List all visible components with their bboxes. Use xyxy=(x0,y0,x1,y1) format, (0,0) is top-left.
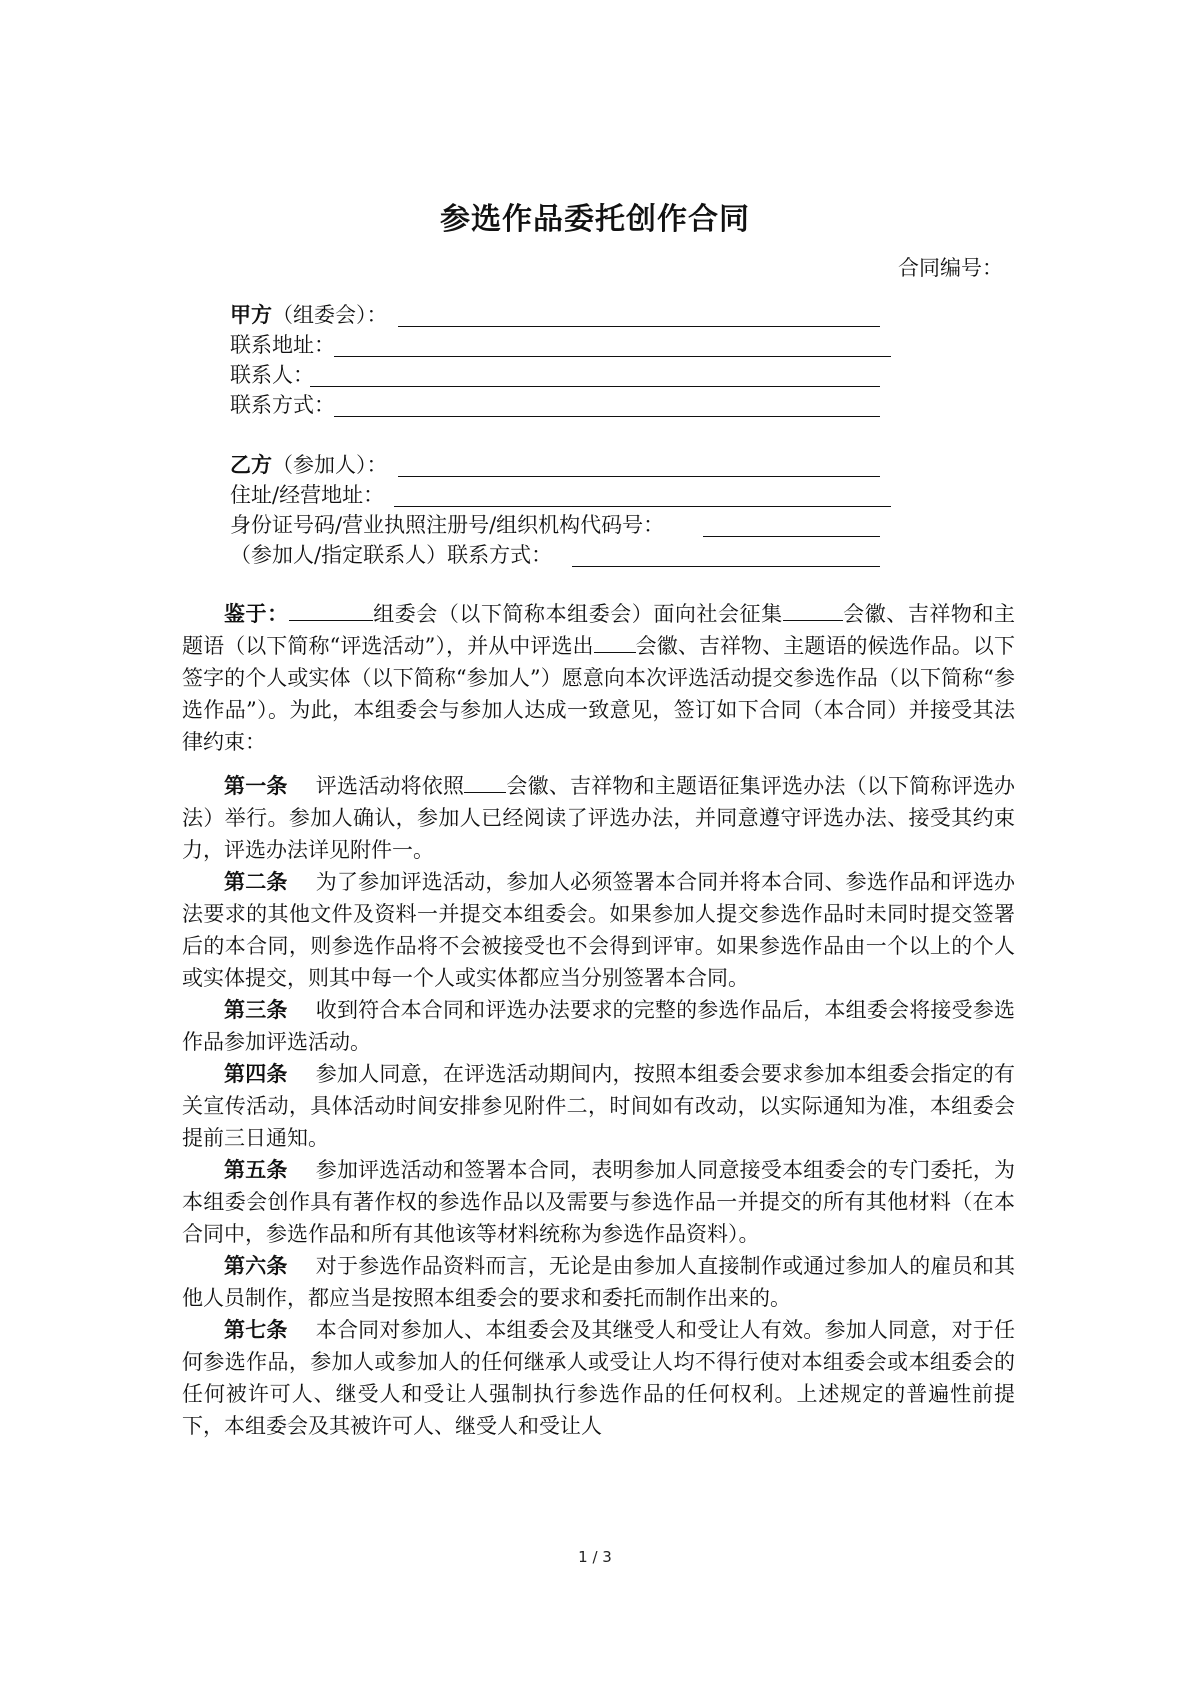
article-6: 第六条 对于参选作品资料而言，无论是由参加人直接制作或通过参加人的雇员和其他人员制作，都应当是按照本组委会的要求和委托而制作出来的。 xyxy=(182,1254,1016,1310)
party-a-address-label: 联系地址： xyxy=(230,333,335,357)
article-1: 第一条 评选活动将依照 会徽、吉祥物和主题语征集评选办法（以下简称评选办法）举行。参加人确认，参加人已经阅读了评选办法，并同意遵守评选办法、接受其约束力，评选办法详见附件一。 xyxy=(182,774,1016,862)
article-3: 第三条 收到符合本合同和评选办法要求的完整的参选作品后，本组委会将接受参选作品参加评选活动。 xyxy=(182,998,1016,1054)
party-b-name-blank[interactable] xyxy=(398,476,880,477)
party-b-phone-label: （参加人/指定联系人）联系方式： xyxy=(230,543,553,567)
party-a-contact-blank[interactable] xyxy=(310,386,880,387)
organizer-blank[interactable] xyxy=(289,600,373,621)
article-5: 第五条 参加评选活动和签署本合同，表明参加人同意接受本组委会的专门委托，为本组委会创作具有著作权的参选作品以及需要与参选作品一并提交的所有其他材料（在本合同中，参选作品和所有其他该等材料统称为参选作品资料）。 xyxy=(182,1158,1016,1246)
party-b-address-label: 住址/经营地址： xyxy=(230,483,385,507)
articles xyxy=(182,770,1015,1442)
selection-blank[interactable] xyxy=(594,632,636,653)
party-a-phone-blank[interactable] xyxy=(334,416,880,417)
party-a-address-blank[interactable] xyxy=(334,356,891,357)
party-b-heading: 乙方（参加人）： xyxy=(230,453,388,477)
page-number: 1 / 3 xyxy=(578,1548,612,1566)
party-a-name-blank[interactable] xyxy=(398,326,880,327)
contract-number-label: 合同编号： xyxy=(898,256,1003,280)
document-title: 参选作品委托创作合同 xyxy=(440,202,750,237)
event-blank[interactable] xyxy=(783,600,843,621)
party-b-phone-blank[interactable] xyxy=(572,566,880,567)
party-a-heading: 甲方（组委会）： xyxy=(230,303,388,327)
party-a-contact-label: 联系人： xyxy=(230,363,314,387)
party-b-id-label: 身份证号码/营业执照注册号/组织机构代码号： xyxy=(230,513,665,537)
article-1-blank[interactable] xyxy=(464,772,506,793)
article-2: 第二条 为了参加评选活动，参加人必须签署本合同并将本合同、参选作品和评选办法要求的其他文件及资料一并提交本组委会。如果参加人提交参选作品时未同时提交签署后的本合同，则参选作品将不会被接受也不会得到评审。如果参选作品由一个以上的个人或实体提交，则其中每一个人或实体都应当分别签署本合同。 xyxy=(182,870,1016,990)
party-b-address-blank[interactable] xyxy=(394,506,891,507)
preamble: 鉴于： 组委会（以下简称本组委会）面向社会征集 会徽、吉祥物和主题语（以下简称“评选活动”），并从中评选出 会徽、吉祥物、主题语的候选作品。以下签字的个人或实体（以下简称“参加人”）愿意向本次评选活动提交参选作品（以下简称“参选作品”）。为此，本组委会与参加人达成一致意见，签订如下合同（本合同）并接受其法律约束： xyxy=(182,602,1016,754)
party-a-phone-label: 联系方式： xyxy=(230,393,335,417)
party-b-id-blank[interactable] xyxy=(703,536,880,537)
article-7: 第七条 本合同对参加人、本组委会及其继受人和受让人有效。参加人同意，对于任何参选作品，参加人或参加人的任何继承人或受让人均不得行使对本组委会或本组委会的任何被许可人、继受人和受让人强制执行参选作品的任何权利。上述规定的普遍性前提下，本组委会及其被许可人、继受人和受让人 xyxy=(182,1318,1016,1438)
article-4: 第四条 参加人同意，在评选活动期间内，按照本组委会要求参加本组委会指定的有关宣传活动，具体活动时间安排参见附件二，时间如有改动，以实际通知为准，本组委会提前三日通知。 xyxy=(182,1062,1016,1150)
